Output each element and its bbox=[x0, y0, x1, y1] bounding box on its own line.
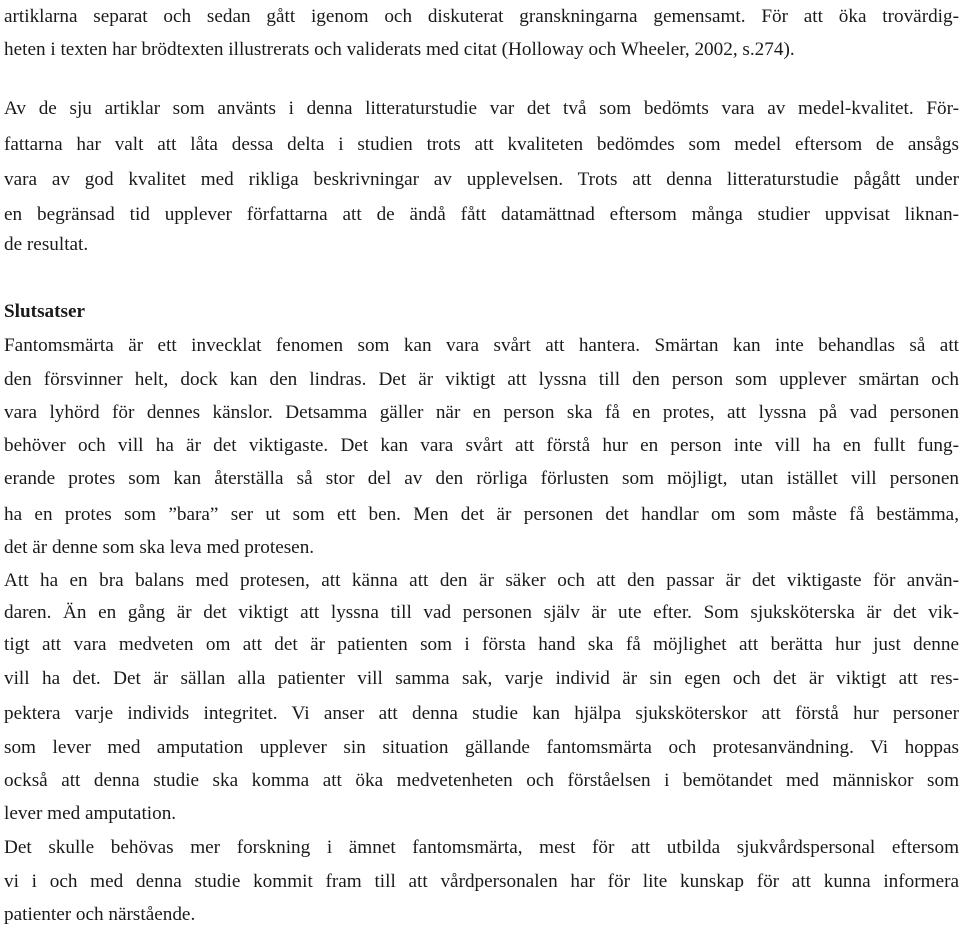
text-line: vara lyhörd för dennes känslor. Detsamma gäller när en person ska få en protes, att lyssna på vad personen bbox=[4, 402, 959, 423]
text-line: ha en protes som ”bara” ser ut som ett ben. Men det är personen det handlar om som måste få bestämma, bbox=[4, 504, 959, 525]
text-line: de resultat. bbox=[4, 234, 89, 255]
text-line: heten i texten har brödtexten illustrerats och validerats med citat (Holloway och Wheeler, 2002, s.274). bbox=[4, 39, 795, 60]
text-line: det är denne som ska leva med protesen. bbox=[4, 537, 315, 558]
text-line: daren. Än en gång är det viktigt att lyssna till vad personen själv är ute efter. Som sjuksköterska är det vik- bbox=[4, 602, 959, 623]
text-line: som lever med amputation upplever sin situation gällande fantomsmärta och protesanvändning. Vi hoppas bbox=[4, 737, 959, 758]
text-line: Att ha en bra balans med protesen, att känna att den är säker och att den passar är det viktigaste för använ- bbox=[4, 570, 959, 591]
text-line: också att denna studie ska komma att öka medvetenheten och förståelsen i bemötandet med människor som bbox=[4, 770, 959, 791]
text-line: Fantomsmärta är ett invecklat fenomen som kan vara svårt att hantera. Smärtan kan inte behandlas så att bbox=[4, 335, 959, 356]
text-line: patienter och närstående. bbox=[4, 904, 196, 925]
text-line: vill ha det. Det är sällan alla patienter vill samma sak, varje individ är sin egen och det är viktigt att res- bbox=[4, 668, 959, 689]
text-line: en begränsad tid upplever författarna att de ändå fått datamättnad eftersom många studier uppvisat liknan- bbox=[4, 204, 959, 225]
text-line: den försvinner helt, dock kan den lindras. Det är viktigt att lyssna till den person som upplever smärtan och bbox=[4, 369, 959, 390]
text-line: Av de sju artiklar som använts i denna litteraturstudie var det två som bedömts vara av medel-kvalitet. För- bbox=[4, 98, 959, 119]
text-line: tigt att vara medveten om att det är patienten som i första hand ska få möjlighet att berätta hur just denne bbox=[4, 634, 959, 655]
text-line: lever med amputation. bbox=[4, 803, 177, 824]
text-line: erande protes som kan återställa så stor del av den rörliga förlusten som möjligt, utan istället vill personen bbox=[4, 468, 959, 489]
text-line: behöver och vill ha är det viktigaste. Det kan vara svårt att förstå hur en person inte vill ha en fullt fung- bbox=[4, 435, 959, 456]
text-line: artiklarna separat och sedan gått igenom och diskuterat granskningarna gemensamt. För att öka trovärdig- bbox=[4, 6, 959, 27]
text-line: pektera varje individs integritet. Vi anser att denna studie kan hjälpa sjuksköterskor att förstå hur personer bbox=[4, 703, 959, 724]
text-line: vi i och med denna studie kommit fram till att vårdpersonalen har för lite kunskap för att kunna informera bbox=[4, 871, 959, 892]
text-line: Det skulle behövas mer forskning i ämnet fantomsmärta, mest för att utbilda sjukvårdspersonal eftersom bbox=[4, 837, 959, 858]
text-line: vara av god kvalitet med rikliga beskrivningar av upplevelsen. Trots att denna litteraturstudie pågått under bbox=[4, 169, 959, 190]
text-line: fattarna har valt att låta dessa delta i studien trots att kvaliteten bedömdes som medel eftersom de ansågs bbox=[4, 134, 959, 155]
section-heading: Slutsatser bbox=[4, 301, 86, 322]
